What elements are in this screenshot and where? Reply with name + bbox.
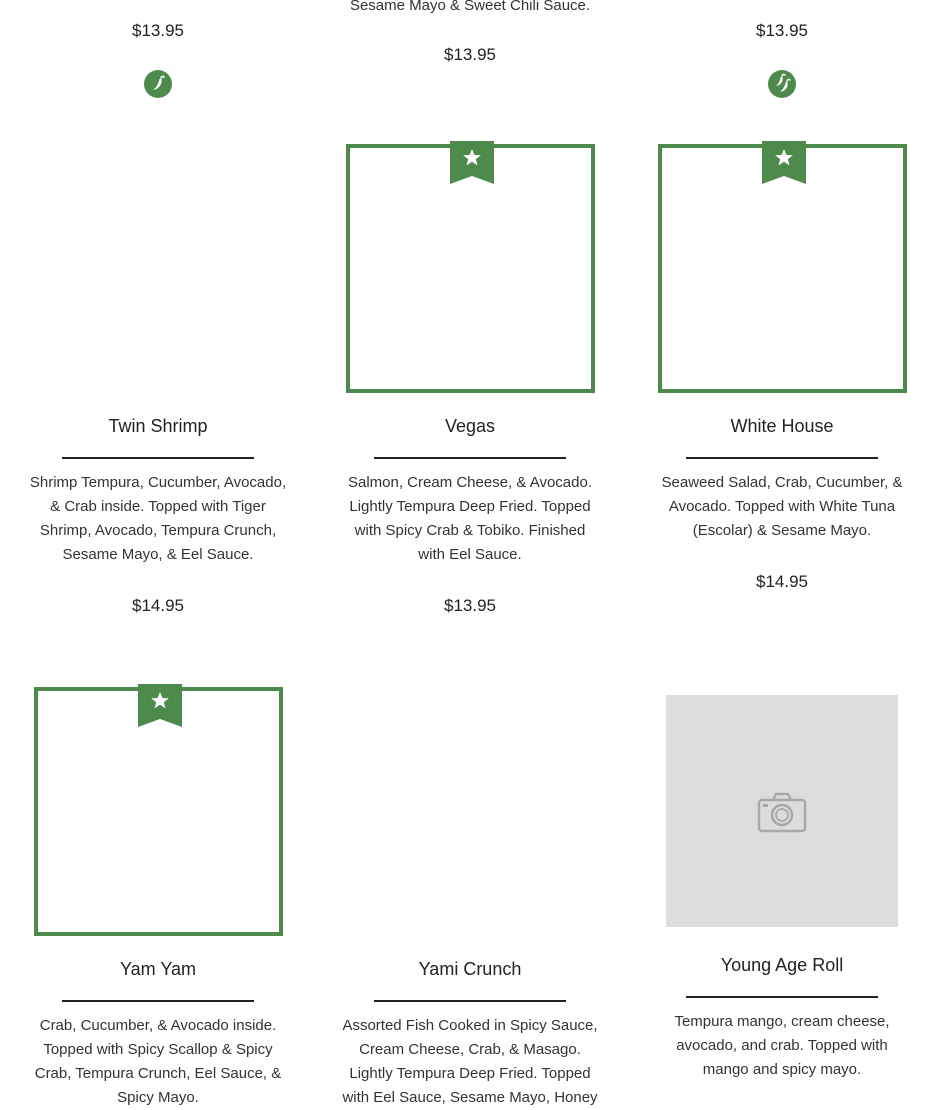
item-description: Salmon, Cream Cheese, & Avocado. Lightly Tempura Deep Fried. Topped with Spicy Crab & Tobiko. Finished with Eel Sauce. [347, 474, 593, 563]
item-description: Crab, Cucumber, & Avocado inside. Topped with Spicy Scallop & Spicy Crab, Tempura Crunch, Eel Sauce, & Spicy Mayo. [34, 1017, 282, 1106]
name-divider [62, 1000, 254, 1002]
item-description: Sesame Mayo & Sweet Chili Sauce. [349, 0, 591, 14]
item-name[interactable]: Yam Yam [119, 959, 197, 979]
star-ribbon-icon [138, 684, 182, 728]
name-divider [374, 1000, 566, 1002]
item-name[interactable]: Yami Crunch [418, 959, 522, 979]
name-divider [62, 457, 254, 459]
item-price: $13.95 [444, 596, 496, 615]
item-description: Assorted Fish Cooked in Spicy Sauce, Cream Cheese, Crab, & Masago. Lightly Tempura Deep Fried. Topped with Eel Sauce, Sesame Mayo, Honey [342, 1017, 598, 1106]
name-divider [686, 996, 878, 998]
item-price: $13.95 [444, 45, 496, 64]
item-name[interactable]: Vegas [444, 416, 496, 436]
item-description: Seaweed Salad, Crab, Cucumber, & Avocado. Topped with White Tuna (Escolar) & Sesame Mayo. [661, 474, 903, 539]
name-divider [374, 457, 566, 459]
star-ribbon-icon [762, 141, 806, 185]
item-price: $14.95 [132, 596, 184, 615]
double-chili-pepper-icon [768, 70, 796, 98]
chili-pepper-icon [144, 70, 172, 98]
image-placeholder[interactable] [666, 695, 898, 927]
item-price: $13.95 [132, 21, 184, 40]
name-divider [686, 457, 878, 459]
camera-icon [757, 791, 807, 833]
item-description: Shrimp Tempura, Cucumber, Avocado, & Crab inside. Topped with Tiger Shrimp, Avocado, Tempura Crunch, Sesame Mayo, & Eel Sauce. [29, 474, 287, 563]
star-ribbon-icon [450, 141, 494, 185]
item-price: $14.95 [756, 572, 808, 591]
item-price: $13.95 [756, 21, 808, 40]
item-name[interactable]: Young Age Roll [720, 955, 844, 975]
item-description: Tempura mango, cream cheese, avocado, and crab. Topped with mango and spicy mayo. [674, 1013, 890, 1078]
item-name[interactable]: White House [730, 416, 834, 436]
item-name[interactable]: Twin Shrimp [108, 416, 208, 436]
